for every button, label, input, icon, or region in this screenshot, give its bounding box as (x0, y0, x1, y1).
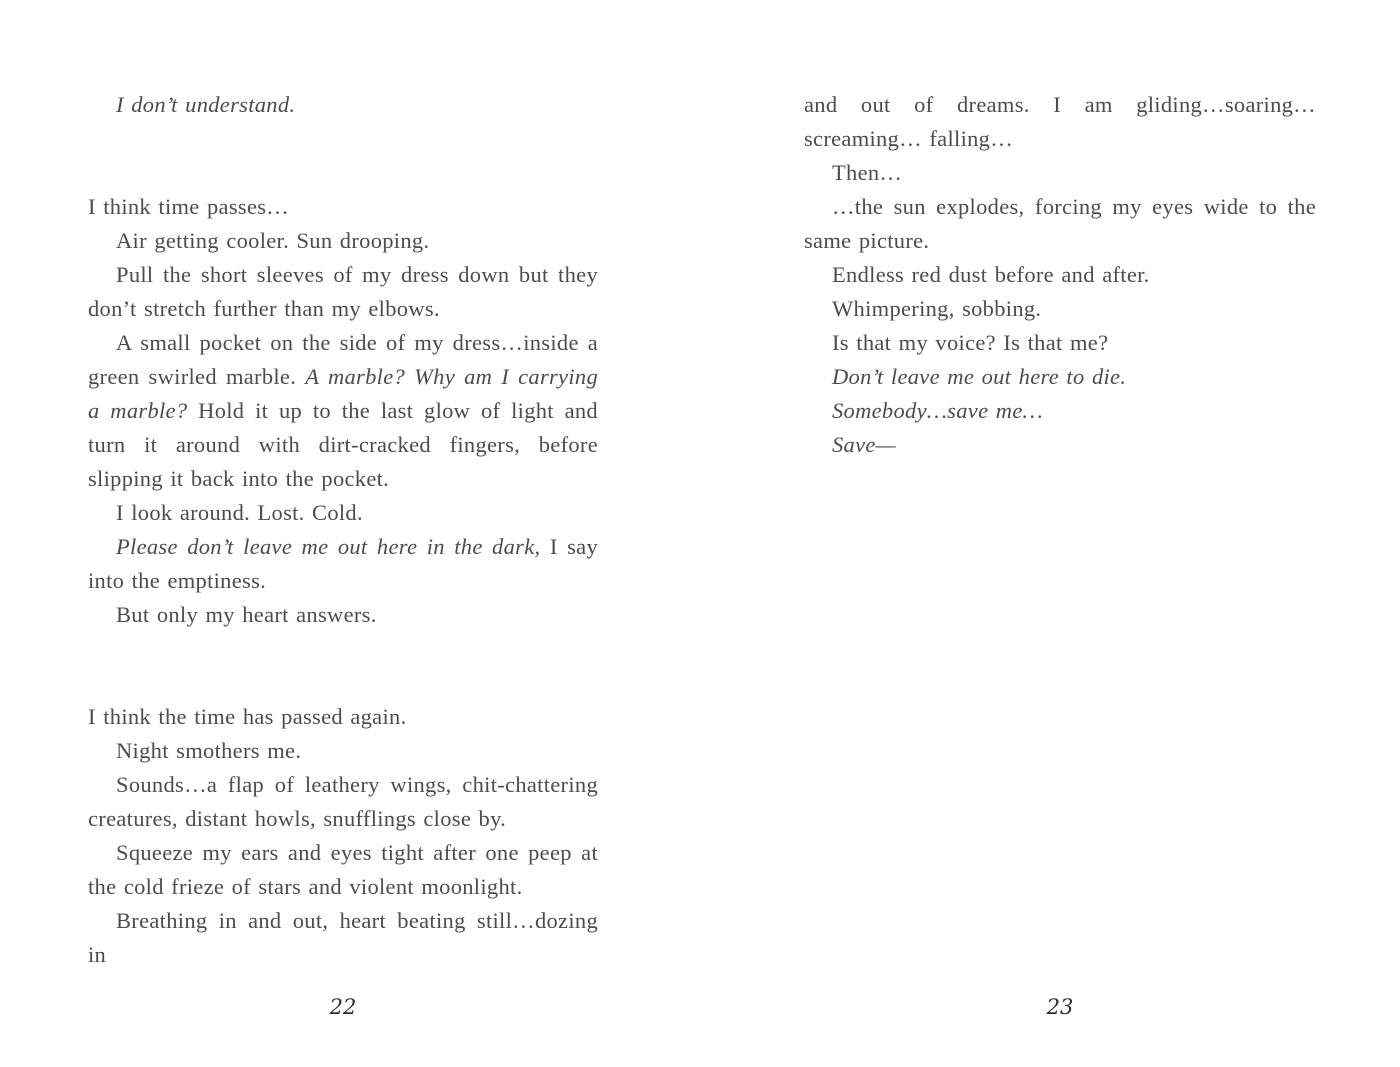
paragraph (804, 258, 1316, 292)
paragraph (88, 700, 598, 734)
text-segment: I think the time has passed again. (88, 704, 407, 729)
text-segment: Sounds…a flap of leathery wings, chit-chattering creatures, distant howls, snufflings close by. (88, 772, 598, 831)
text-segment: I look around. Lost. Cold. (116, 500, 363, 525)
text-segment: Then… (832, 160, 903, 185)
text-segment: Breathing in and out, heart beating still…dozing in (88, 908, 598, 967)
paragraph (88, 190, 598, 224)
paragraph (804, 292, 1316, 326)
text-segment: and out of dreams. I am gliding…soaring…screaming… falling… (804, 92, 1316, 151)
page-number-right: 23 (1046, 995, 1074, 1019)
text-segment: Hold it up to the last glow of light and turn it around with dirt-cracked fingers, before slipping it back into the pocket. (88, 398, 598, 491)
page-right-text (804, 0, 1316, 462)
text-segment: I think time passes… (88, 194, 290, 219)
text-segment: A small pocket on the side of my dress…inside a green swirled marble. (88, 330, 598, 389)
text-segment: I don’t understand. (116, 92, 296, 117)
paragraph (804, 156, 1316, 190)
text-segment: I say into the emptiness. (88, 534, 598, 593)
paragraph (88, 530, 598, 598)
paragraph (88, 734, 598, 768)
paragraph (804, 326, 1316, 360)
text-segment: Please don’t leave me out here in the dark, (116, 534, 541, 559)
text-segment: Don’t leave me out here to die. (832, 364, 1127, 389)
text-segment: Somebody…save me… (832, 398, 1043, 423)
text-segment: Air getting cooler. Sun drooping. (116, 228, 430, 253)
page-left-text (88, 0, 598, 972)
paragraph (804, 190, 1316, 258)
paragraph (88, 598, 598, 632)
text-segment: …the sun explodes, forcing my eyes wide to the same picture. (804, 194, 1316, 253)
text-segment: Endless red dust before and after. (832, 262, 1150, 287)
paragraph (804, 88, 1316, 156)
paragraph (804, 360, 1316, 394)
text-segment: Night smothers me. (116, 738, 302, 763)
paragraph (88, 904, 598, 972)
page-left (88, 0, 598, 1067)
page-right (804, 0, 1316, 1067)
page-number-left: 22 (329, 995, 357, 1019)
text-segment: Pull the short sleeves of my dress down but they don’t stretch further than my elbows. (88, 262, 598, 321)
paragraph (88, 836, 598, 904)
text-segment: Squeeze my ears and eyes tight after one peep at the cold frieze of stars and violent moonlight. (88, 840, 598, 899)
paragraph (88, 88, 598, 122)
text-segment: A marble? Why am I carrying a marble? (88, 364, 598, 423)
paragraph (804, 394, 1316, 428)
paragraph (88, 258, 598, 326)
paragraph (804, 428, 1316, 462)
text-segment: Is that my voice? Is that me? (832, 330, 1109, 355)
paragraph (88, 224, 598, 258)
text-segment: Whimpering, sobbing. (832, 296, 1042, 321)
paragraph (88, 768, 598, 836)
paragraph (88, 496, 598, 530)
text-segment: But only my heart answers. (116, 602, 377, 627)
text-segment: Save— (832, 432, 896, 457)
paragraph (88, 326, 598, 496)
